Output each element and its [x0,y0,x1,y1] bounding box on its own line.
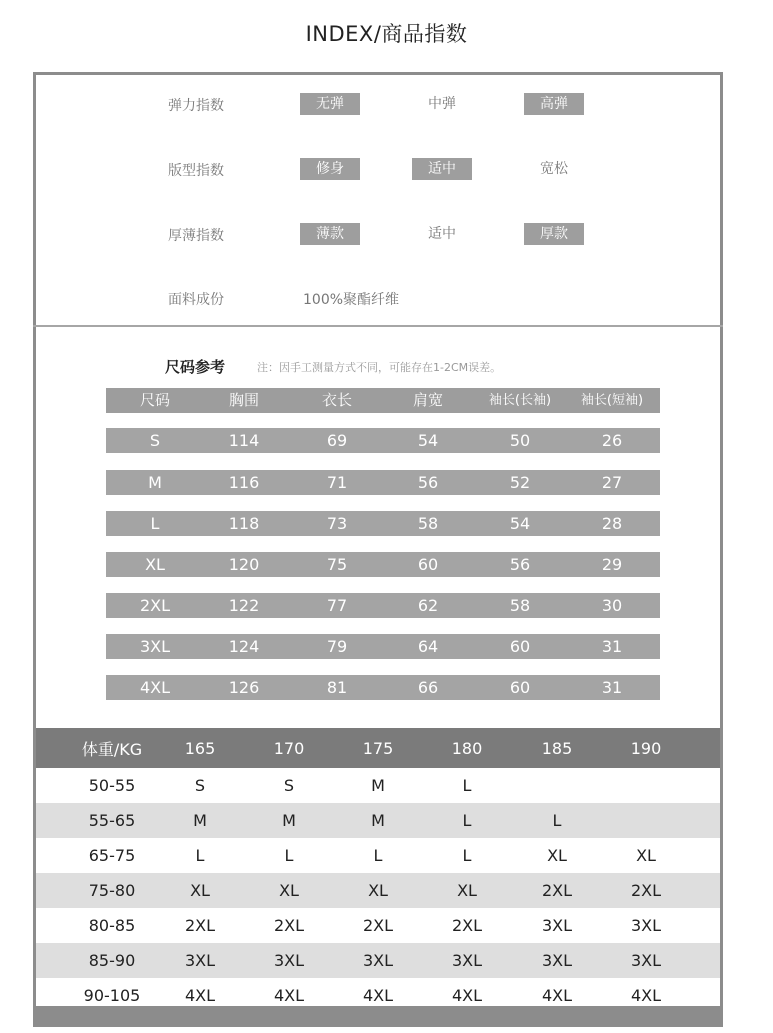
thickness-option-thin: 薄款 [300,223,360,245]
table-cell: 71 [326,473,348,492]
table-cell: XL [636,846,656,865]
table-cell: 79 [326,637,348,656]
table-cell: 28 [601,514,623,533]
table-cell: 3XL [541,951,573,970]
table-cell: 27 [601,473,623,492]
table-cell: 4XL [451,986,483,1005]
table-cell: XL [457,881,477,900]
table-cell: M [371,811,385,830]
table-cell: 3XL [184,951,216,970]
table-cell: L [150,514,160,533]
table-cell [602,803,690,838]
table-cell: 31 [601,637,623,656]
table-cell: L [462,811,472,830]
column-header: 185 [541,738,573,758]
weight-range-cell: 50-55 [88,776,136,795]
table-cell: 69 [326,431,348,450]
table-row [106,675,660,700]
table-cell: 4XL [184,986,216,1005]
weight-range-cell: 65-75 [88,846,136,865]
table-cell: 2XL [630,881,662,900]
table-row [36,908,720,943]
table-cell: 120 [228,555,260,574]
column-header: 袖长(短袖) [580,393,644,408]
column-header: 165 [184,738,216,758]
table-cell: 126 [228,678,260,697]
table-cell: 124 [228,637,260,656]
table-cell: S [194,776,206,795]
table-cell: 54 [417,431,439,450]
table-cell: XL [368,881,388,900]
table-cell: 2XL [362,916,394,935]
table-cell: 2XL [273,916,305,935]
table-row [36,768,720,803]
column-header: 190 [630,738,662,758]
section-divider [33,325,723,327]
table-cell: 118 [228,514,260,533]
table-cell: XL [190,881,210,900]
table-cell: 56 [417,473,439,492]
elasticity-option-medium: 中弹 [428,96,456,112]
table-cell: XL [547,846,567,865]
table-row [106,428,660,453]
table-cell: 81 [326,678,348,697]
column-header: 尺码 [139,391,170,409]
table-cell: L [462,846,472,865]
table-cell: 50 [509,431,531,450]
table-cell: 4XL [273,986,305,1005]
table-row [106,634,660,659]
column-header: 胸围 [228,391,259,409]
fit-option-regular: 适中 [412,158,472,180]
table-cell: 3XL [451,951,483,970]
elasticity-label: 弹力指数 [168,98,224,114]
weight-range-cell: 85-90 [88,951,136,970]
measurement-note: 注：因手工测量方式不同，可能存在1-2CM误差。 [257,361,502,374]
thickness-option-medium: 适中 [428,226,456,242]
table-row [106,552,660,577]
thickness-option-thick: 厚款 [524,223,584,245]
table-cell: 122 [228,596,260,615]
table-cell: 73 [326,514,348,533]
table-cell: 2XL [139,596,171,615]
column-header: 肩宽 [412,391,443,409]
table-cell: 2XL [451,916,483,935]
table-cell: 60 [417,555,439,574]
table-cell: 56 [509,555,531,574]
table-cell: 4XL [541,986,573,1005]
table-cell: L [552,811,562,830]
table-cell: M [282,811,296,830]
table-cell: XL [145,555,165,574]
table-cell: 58 [417,514,439,533]
table-cell: 31 [601,678,623,697]
table-cell: M [371,776,385,795]
weight-range-cell: 75-80 [88,881,136,900]
table-cell: L [373,846,383,865]
material-label: 面料成份 [168,292,224,308]
table-cell: M [193,811,207,830]
table-cell: 60 [509,637,531,656]
table-cell: 62 [417,596,439,615]
weight-range-cell: 90-105 [83,986,141,1005]
elasticity-option-high: 高弹 [524,93,584,115]
table-cell: 64 [417,637,439,656]
table-cell: M [148,473,162,492]
column-header: 175 [362,738,394,758]
column-header: 170 [273,738,305,758]
table-cell: 77 [326,596,348,615]
table-row [106,470,660,495]
table-cell: 3XL [362,951,394,970]
table-cell: 4XL [630,986,662,1005]
table-cell: 4XL [139,678,171,697]
table-cell: 3XL [630,916,662,935]
elasticity-option-none: 无弹 [300,93,360,115]
table-cell: 3XL [630,951,662,970]
table-cell: 58 [509,596,531,615]
table-row [36,803,720,838]
table-cell: 26 [601,431,623,450]
table-row [36,873,720,908]
table-cell: S [149,431,161,450]
table-cell: 2XL [184,916,216,935]
thickness-label: 厚薄指数 [168,228,224,244]
table-cell: L [462,776,472,795]
column-header: 180 [451,738,483,758]
table-cell: S [283,776,295,795]
material-value: 100%聚酯纤维 [303,292,400,308]
weight-range-cell: 55-65 [88,811,136,830]
size-table-header [106,388,660,413]
table-cell: 3XL [139,637,171,656]
fit-option-slim: 修身 [300,158,360,180]
table-cell: 116 [228,473,260,492]
table-row [106,593,660,618]
table-cell: L [284,846,294,865]
table-cell: L [195,846,205,865]
table-cell: XL [279,881,299,900]
table-cell: 29 [601,555,623,574]
weight-range-cell: 80-85 [88,916,136,935]
weight-height-header [36,728,720,768]
table-row [36,943,720,978]
table-row [36,838,720,873]
table-row [106,511,660,536]
table-cell: 60 [509,678,531,697]
table-cell: 3XL [541,916,573,935]
fit-label: 版型指数 [168,163,224,179]
table-cell: 30 [601,596,623,615]
column-header: 衣长 [321,391,352,409]
table-cell: 54 [509,514,531,533]
fit-option-loose: 宽松 [540,161,568,177]
column-header: 袖长(长袖) [488,393,552,408]
table-cell: 66 [417,678,439,697]
table-cell [513,768,601,803]
table-cell: 75 [326,555,348,574]
table-cell: 4XL [362,986,394,1005]
bottom-bar [33,1006,723,1027]
table-cell [602,768,690,803]
table-cell: 114 [228,431,260,450]
table-cell: 2XL [541,881,573,900]
size-reference-title: 尺码参考 [165,358,226,376]
page-title: INDEX/商品指数 [305,22,468,46]
table-cell: 3XL [273,951,305,970]
column-header: 体重/KG [81,739,143,759]
table-cell: 52 [509,473,531,492]
